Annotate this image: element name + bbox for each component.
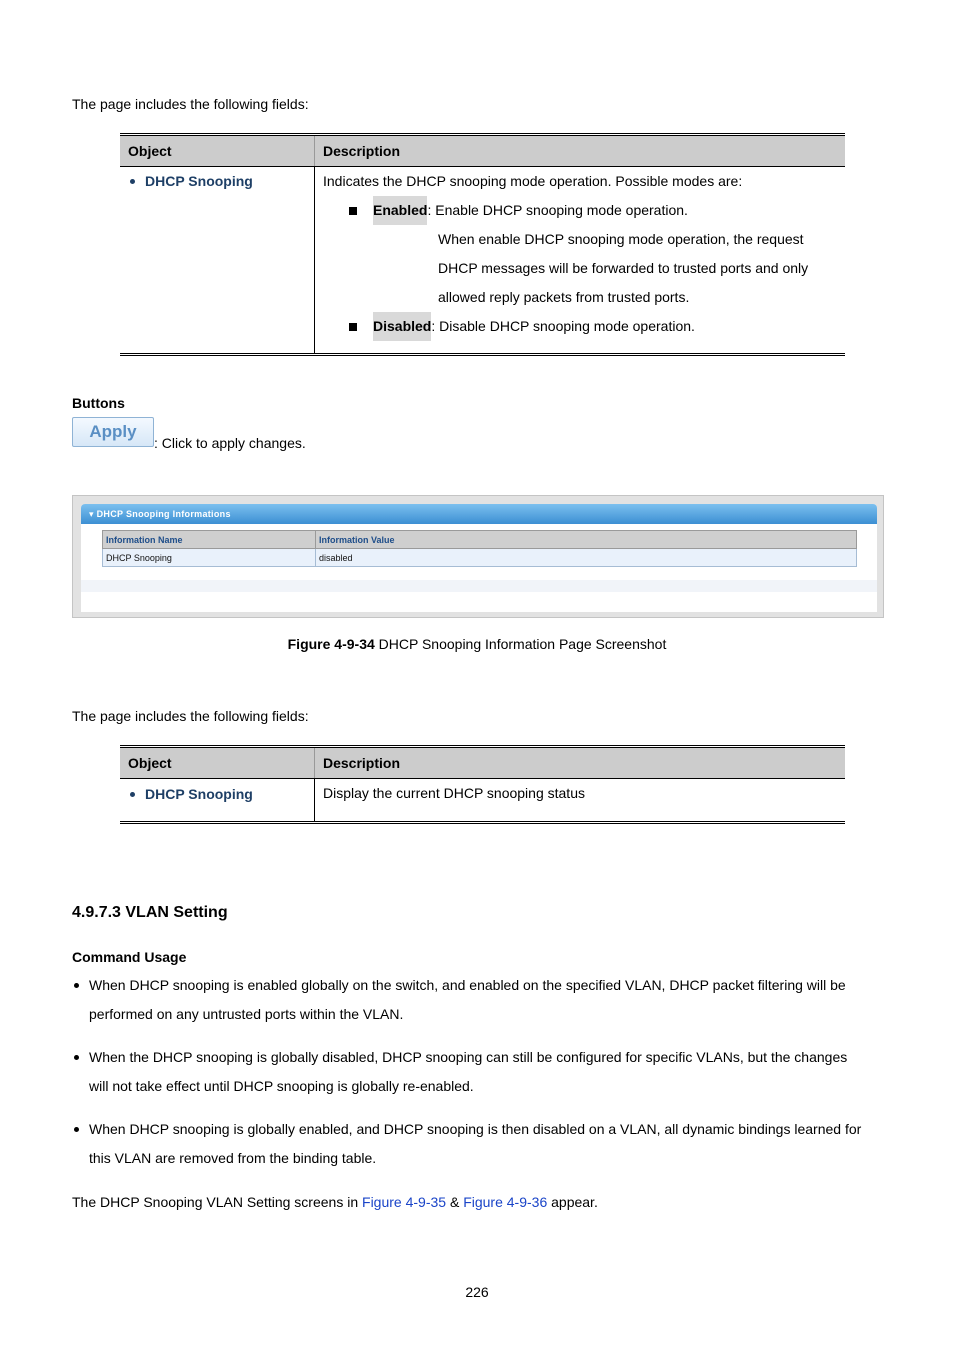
description-intro: Indicates the DHCP snooping mode operation. Possible modes are: [323,173,743,189]
description-cell: Display the current DHCP snooping status [323,785,585,801]
apply-description: : Click to apply changes. [154,435,306,451]
column-header-description: Description [315,135,846,167]
mode-term: Enabled [373,196,427,225]
column-header-object: Object [120,747,315,779]
column-header-description: Description [315,747,846,779]
bullet-icon [72,1115,89,1173]
table-row [120,167,845,355]
table-row [103,549,857,567]
figure-caption [0,636,954,652]
intro-text: The page includes the following fields: [72,96,309,112]
apply-button[interactable]: Apply [72,417,154,447]
mode-disabled [323,312,837,341]
bullet-icon [130,179,135,184]
table-row [120,779,845,823]
command-usage-list [72,971,884,1171]
panel-titlebar[interactable] [81,504,877,524]
bullet-icon [72,1043,89,1101]
info-table [102,530,857,567]
intro-text: The page includes the following fields: [72,708,309,724]
column-header-object: Object [120,135,315,167]
list-item: When DHCP snooping is globally enabled, and DHCP snooping is then disabled on a VLAN, all dynamic bindings learned for this VLAN are removed from the binding table. [72,1115,861,1173]
square-bullet-icon [349,207,357,215]
info-value-header: Information Value [316,531,857,549]
figure-link[interactable]: Figure 4-9-36 [463,1194,548,1210]
object-label: DHCP Snooping [145,786,253,802]
object-name [128,173,306,190]
info-value-cell: disabled [316,549,857,567]
section-title: 4.9.7.3 VLAN Setting [72,904,228,921]
info-name-cell: DHCP Snooping [103,549,316,567]
bullet-icon [130,792,135,797]
buttons-heading: Buttons [72,395,125,411]
screenshot-figure [72,495,884,618]
closing-paragraph: The DHCP Snooping VLAN Setting screens in Figure 4-9-35 & Figure 4-9-36 appear. [72,1194,598,1210]
caption-label: Figure 4-9-34 [287,636,375,652]
mode-detail: allowed reply packets from trusted ports. [438,289,690,305]
list-item: When the DHCP snooping is globally disabled, DHCP snooping can still be configured for specific VLANs, but the changes will not take effect until DHCP snooping is globally re-enabled. [72,1043,847,1101]
bullet-icon [72,971,89,1029]
mode-detail: DHCP messages will be forwarded to trusted ports and only [438,260,809,276]
mode-enabled [323,196,837,225]
panel-title: DHCP Snooping Informations [96,509,231,519]
square-bullet-icon [349,323,357,331]
fields-table [120,133,845,356]
collapse-arrow-icon[interactable]: ▾ [89,509,97,519]
figure-link[interactable]: Figure 4-9-35 [362,1194,447,1210]
mode-term: Disabled [373,312,431,341]
list-item: When DHCP snooping is enabled globally on the switch, and enabled on the specified VLAN, DHCP packet filtering will be performed on any untrusted ports within the VLAN. [72,971,846,1029]
info-name-header: Information Name [103,531,316,549]
fields-table [120,745,845,824]
command-usage-heading: Command Usage [72,949,187,965]
caption-text: DHCP Snooping Information Page Screenshot [374,636,667,652]
mode-detail: When enable DHCP snooping mode operation, the request [438,231,804,247]
info-panel [81,504,877,612]
mode-text: : Disable DHCP snooping mode operation. [431,318,695,334]
page-number: 226 [465,1284,489,1300]
object-name [128,782,306,807]
mode-text: : Enable DHCP snooping mode operation. [427,202,688,218]
object-label: DHCP Snooping [145,173,253,189]
